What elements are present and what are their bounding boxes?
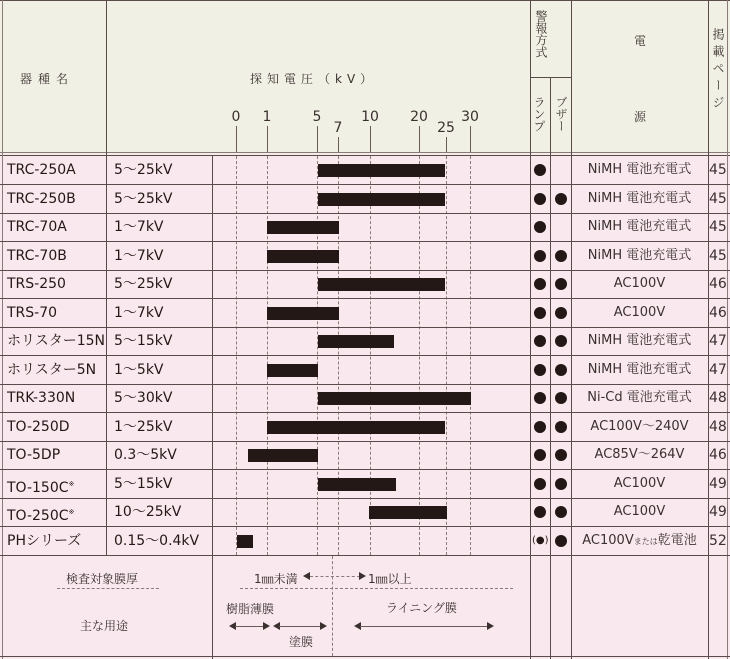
model-name-text: TRK-330N: [7, 390, 76, 406]
table-row: [0, 299, 730, 327]
power-source: [571, 470, 708, 498]
table-row: [0, 327, 730, 355]
scale-tick-label: 0: [231, 109, 241, 125]
lining-label: ライニング膜: [386, 601, 457, 615]
lamp-indicator: [534, 335, 546, 347]
model-name-text: TRC-250B: [7, 190, 76, 207]
thickness-underline: [240, 588, 513, 589]
buzzer-indicator: [555, 449, 567, 461]
model-name-text: ホリスター15N: [7, 333, 106, 349]
table-row: [0, 185, 730, 213]
thickness-boundary-line: [332, 556, 333, 656]
voltage-range-bar: [248, 449, 318, 462]
voltage-range-bar: [267, 221, 339, 234]
model-name: [7, 156, 76, 184]
power-column-header-bottom: 源: [634, 110, 653, 124]
scale-tick: [370, 126, 371, 152]
page-number: 45: [709, 219, 727, 235]
page-number: 47: [709, 333, 727, 349]
voltage-range: 5～25kV: [114, 276, 173, 292]
table-row: [0, 470, 730, 498]
power-source: [571, 327, 708, 355]
footnote-mark: ※: [68, 508, 75, 516]
model-name: [7, 356, 96, 384]
usage-label: 主な用途: [80, 619, 129, 633]
power-source-text: NiMH 電池充電式: [587, 219, 692, 234]
model-name: [7, 498, 74, 526]
table-row: [0, 498, 730, 526]
voltage-range-bar: [318, 478, 396, 491]
page-number: 45: [709, 190, 727, 207]
over-1mm-label: 1㎜以上: [368, 572, 412, 586]
scale-tick-label: 10: [361, 109, 379, 125]
voltage-range-bar: [318, 335, 394, 348]
page-number: 45: [709, 162, 727, 178]
model-name-text: TRC-70B: [7, 247, 67, 264]
table-row: [0, 441, 730, 469]
power-source-text: NiMH 電池充電式: [587, 333, 692, 348]
buzzer-column-header: ブザー: [554, 96, 568, 132]
thickness-label: 検査対象膜厚: [66, 572, 139, 586]
model-name: [7, 470, 74, 498]
lamp-indicator: [534, 278, 546, 290]
footer-divider: [0, 555, 730, 556]
voltage-range-bar: [369, 506, 447, 519]
page-number: 46: [709, 276, 727, 292]
lamp-indicator: [534, 307, 546, 319]
lamp-indicator: [534, 364, 546, 376]
table-row: [0, 527, 730, 555]
header-divider-1: [0, 152, 730, 153]
arrow-right-icon: [359, 572, 366, 580]
resin-film-range-line: [235, 626, 265, 627]
power-source-text: AC85V～264V: [594, 447, 685, 462]
table-row: [0, 413, 730, 441]
model-name: [7, 413, 70, 441]
model-name-text: TRC-70A: [7, 219, 67, 235]
table-row: [0, 213, 730, 241]
voltage-range-bar: [237, 535, 253, 548]
voltage-column-header: 探知電圧（kV）: [250, 72, 378, 86]
page-number: 48: [709, 418, 727, 435]
page-number: 46: [709, 447, 727, 463]
power-source: [571, 213, 708, 241]
voltage-range: 10～25kV: [114, 504, 182, 520]
buzzer-indicator: [555, 421, 567, 433]
power-source-text: AC100V～240V: [590, 418, 689, 434]
power-source-text: または: [633, 536, 658, 546]
scale-tick-label: 25: [437, 120, 455, 136]
model-name: [7, 441, 60, 469]
model-name-text: TO-150C: [7, 479, 69, 496]
power-source-text: AC100V: [613, 475, 666, 491]
buzzer-indicator: [555, 307, 567, 319]
voltage-range: 0.3～5kV: [114, 447, 177, 463]
power-column-header-top: 電: [634, 34, 653, 48]
scale-tick: [267, 126, 268, 152]
scale-tick: [317, 126, 318, 152]
page-number: 48: [709, 390, 727, 406]
arrow-right-icon: [487, 622, 494, 630]
power-source: [571, 156, 708, 184]
power-source: [571, 185, 708, 213]
voltage-range: 1～5kV: [114, 361, 164, 378]
voltage-range: 5～30kV: [114, 390, 173, 406]
scale-tick: [446, 137, 447, 152]
buzzer-indicator: [555, 506, 567, 518]
arrow-left-icon: [303, 572, 310, 580]
voltage-range-bar: [318, 392, 471, 405]
scale-tick: [470, 126, 471, 152]
table-row: [0, 156, 730, 184]
scale-tick-label: 20: [410, 109, 428, 125]
lamp-indicator: [534, 506, 546, 518]
page-number: 46: [709, 304, 727, 321]
page-number: 45: [709, 247, 727, 264]
table-row: [0, 270, 730, 298]
scale-tick: [419, 126, 420, 152]
page-number: 47: [709, 361, 727, 378]
model-name-text: TO-250D: [7, 418, 70, 435]
lamp-indicator: [534, 221, 546, 233]
alarm-column-header: 警報方式: [534, 10, 548, 58]
scale-tick-label: 7: [333, 120, 343, 136]
voltage-range: 5～15kV: [114, 333, 173, 349]
model-name-text: TRS-250: [7, 276, 66, 292]
scale-tick-label: 5: [312, 109, 322, 125]
model-name-text: PHシリーズ: [7, 532, 82, 549]
model-name-text: TO-250C: [7, 508, 69, 524]
voltage-range-bar: [318, 278, 445, 291]
power-source-text: NiMH 電池充電式: [587, 247, 692, 263]
power-source-text: AC100V: [582, 532, 634, 548]
voltage-range-bar: [267, 307, 339, 320]
power-source: [571, 242, 708, 270]
arrow-right-icon: [263, 622, 270, 630]
power-source-text: 乾電池: [657, 532, 697, 548]
table-row: [0, 242, 730, 270]
resin-film-label: 樹脂薄膜: [226, 602, 275, 616]
power-source: [571, 299, 708, 327]
power-source: [571, 441, 708, 469]
buzzer-indicator: [555, 278, 567, 290]
voltage-range-bar: [267, 250, 339, 263]
scale-tick: [338, 137, 339, 152]
model-name: [7, 527, 81, 555]
power-source-text: Ni-Cd 電池充電式: [587, 390, 692, 405]
power-source-text: AC100V: [613, 276, 666, 291]
power-source: [571, 498, 708, 526]
lamp-indicator: [534, 392, 546, 404]
scale-tick-label: 30: [461, 109, 479, 125]
power-source-text: NiMH 電池充電式: [587, 162, 692, 177]
lamp-indicator: [534, 449, 546, 461]
buzzer-indicator: [555, 535, 567, 547]
power-source-text: NiMH 電池充電式: [587, 190, 692, 206]
buzzer-indicator: [555, 364, 567, 376]
voltage-range: 5～15kV: [114, 475, 173, 492]
model-name: [7, 213, 67, 241]
model-name-text: TO-5DP: [7, 447, 61, 463]
model-name: [7, 384, 75, 412]
voltage-range: 5～25kV: [114, 190, 173, 207]
page-number: 49: [709, 475, 727, 492]
voltage-range: 1～7kV: [114, 304, 164, 321]
power-source-text: AC100V: [613, 304, 666, 320]
page-number: 49: [709, 504, 727, 520]
lamp-indicator: [534, 421, 546, 433]
buzzer-indicator: [555, 335, 567, 347]
voltage-range-bar: [267, 421, 445, 434]
lamp-indicator: [534, 250, 546, 262]
voltage-range-bar: [318, 164, 445, 177]
footnote-mark: ※: [68, 479, 75, 488]
model-name: [7, 299, 57, 327]
lining-range-line: [360, 626, 488, 627]
model-name: [7, 270, 66, 298]
lamp-indicator: [534, 193, 546, 205]
voltage-range: 1～7kV: [114, 247, 164, 264]
coating-label: 塗膜: [289, 635, 314, 649]
model-column-header: 器種名: [20, 72, 75, 86]
buzzer-indicator: [555, 478, 567, 490]
voltage-range: 0.15～0.4kV: [114, 532, 200, 549]
thickness-boundary-dash: [310, 576, 360, 577]
power-source: [571, 527, 708, 555]
model-name-text: ホリスター5N: [7, 361, 97, 378]
voltage-range-bar: [267, 364, 318, 377]
lamp-column-header: ランプ: [532, 96, 546, 132]
table-row: [0, 384, 730, 412]
under-1mm-label: 1㎜未満: [254, 572, 298, 586]
thickness-label-underline: [57, 588, 159, 589]
buzzer-indicator: [555, 392, 567, 404]
voltage-range: 1～7kV: [114, 219, 164, 235]
power-source: [571, 356, 708, 384]
power-source: [571, 413, 708, 441]
buzzer-indicator: [555, 193, 567, 205]
power-source-text: AC100V: [613, 504, 666, 519]
model-name: [7, 185, 76, 213]
arrow-right-icon: [320, 622, 327, 630]
power-source: [571, 384, 708, 412]
buzzer-indicator: [555, 250, 567, 262]
model-name-text: TRC-250A: [7, 162, 76, 178]
scale-tick: [236, 126, 237, 152]
power-source-text: NiMH 電池充電式: [587, 361, 692, 377]
model-name-text: TRS-70: [7, 304, 58, 321]
model-name: [7, 242, 67, 270]
top-border: [0, 0, 730, 1]
lamp-indicator: [534, 478, 546, 490]
coating-range-line: [279, 626, 321, 627]
model-name: [7, 327, 105, 355]
page-column-header: 掲載ページ: [711, 28, 725, 113]
voltage-range: 5～25kV: [114, 162, 173, 178]
voltage-range: 1～25kV: [114, 418, 173, 435]
scale-tick-label: 1: [262, 109, 272, 125]
voltage-range-bar: [318, 193, 445, 206]
lamp-indicator: [534, 164, 546, 176]
table-row: [0, 356, 730, 384]
power-source: [571, 270, 708, 298]
lamp-optional-indicator: (●): [532, 534, 549, 546]
page-number: 52: [709, 532, 727, 549]
bottom-border: [0, 656, 730, 657]
